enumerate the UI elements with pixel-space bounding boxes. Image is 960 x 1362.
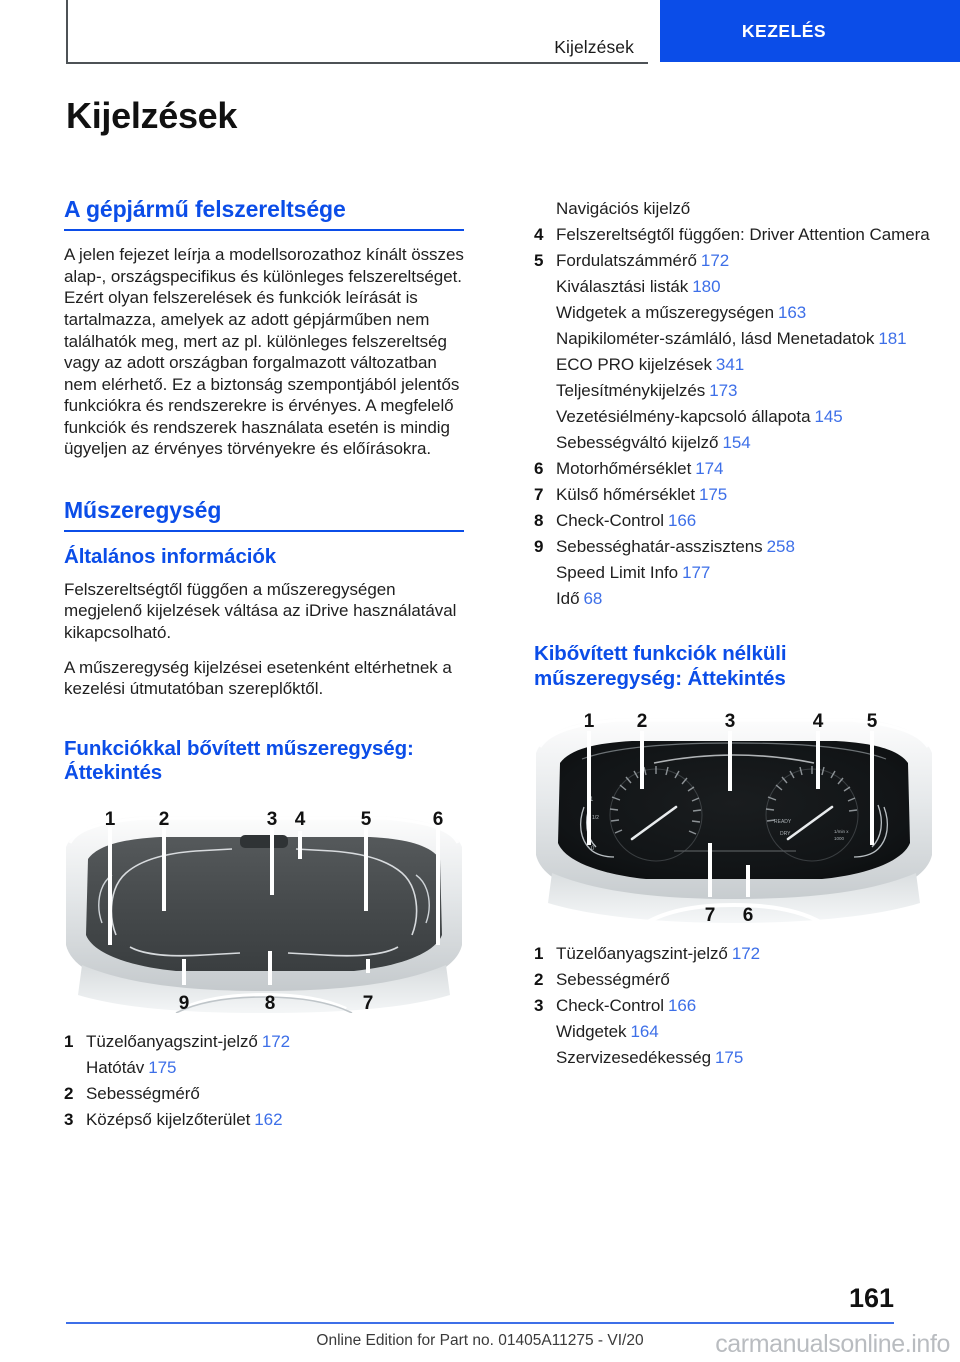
page-reference: 154 (722, 433, 751, 452)
page-header (0, 0, 960, 68)
figure-callout-4: 4 (294, 808, 306, 830)
header-section-tab (660, 0, 960, 62)
list-item (64, 1081, 464, 1107)
callout-number: 1 (64, 1031, 74, 1051)
list-item (534, 222, 934, 248)
svg-text:1/2: 1/2 (592, 815, 599, 822)
figure-callout-7: 7 (362, 992, 374, 1013)
callout-label: ECO PRO kijelzések 341 (556, 355, 745, 374)
figure-callout-9: 9 (178, 992, 190, 1013)
list-item (534, 378, 934, 404)
watermark: carmanualsonline.info (715, 1330, 950, 1358)
heading-instrument-cluster: Műszeregység (64, 497, 464, 532)
page-reference: 180 (692, 277, 721, 296)
callout-number: 7 (534, 485, 544, 504)
gauge-label-rpm: 1/min x (834, 829, 849, 835)
page-reference: 174 (695, 459, 724, 478)
heading-vehicle-equipment: A gépjármű felszereltsége (64, 196, 464, 231)
callout-label: Szervizesedékesség 175 (556, 1048, 744, 1068)
page-reference: 258 (766, 537, 795, 556)
header-section-tab-label: KEZELÉS (741, 20, 827, 41)
figure-callout-4: 4 (812, 711, 824, 733)
page-reference: 175 (699, 485, 728, 504)
figure-callout-7: 7 (704, 905, 716, 927)
figure-callout-5: 5 (360, 808, 372, 830)
callout-label: Check-Control 166 (556, 511, 697, 530)
page-number: 161 (848, 1283, 894, 1313)
figure-basic-instrument-cluster (534, 697, 934, 929)
callout-number: 6 (534, 459, 544, 478)
right-callout-list (534, 941, 934, 1071)
heading-general-info: Általános információk (64, 545, 277, 569)
callout-label: Teljesítménykijelzés 173 (556, 381, 738, 400)
spacer (534, 612, 934, 642)
header-chapter-box (66, 0, 648, 64)
callout-label: Widgetek a műszeregységen 163 (556, 303, 807, 322)
heading-extended-cluster-overview: Funkciókkal bővített műszeregység: Áttekintés (64, 736, 414, 785)
page-reference: 172 (731, 944, 761, 964)
list-item (64, 1029, 464, 1055)
right-column (534, 196, 934, 1071)
left-column (64, 196, 464, 1133)
page-reference: 175 (715, 1048, 744, 1068)
spacer (64, 713, 464, 737)
figure-callout-3: 3 (266, 808, 278, 830)
callout-label: Felszereltségtől függően: Driver Attention Camera (556, 225, 930, 244)
callout-number: 9 (534, 537, 544, 556)
spacer (64, 473, 464, 497)
figure-callout-2: 2 (636, 711, 648, 733)
footer-edition-note: Online Edition for Part no. 01405A11275 - VI/20 (316, 1332, 644, 1349)
callout-label: Hatótáv 175 (86, 1057, 177, 1077)
page-reference: 164 (630, 1022, 659, 1042)
list-item (534, 300, 934, 326)
page-reference: 166 (668, 996, 697, 1016)
svg-text:0: 0 (591, 846, 595, 853)
callout-label: Tüzelőanyagszint-jelző 172 (556, 944, 761, 964)
figure-callout-8: 8 (264, 992, 276, 1013)
list-item (534, 560, 934, 586)
list-item (534, 196, 934, 222)
list-item (64, 1107, 464, 1133)
list-item (534, 404, 934, 430)
callout-label: Középső kijelzőterület 162 (86, 1109, 283, 1129)
heading-basic-cluster-overview: Kibővített funkciók nélküli műszeregység: Áttekintés (534, 642, 787, 690)
callout-label: Check-Control 166 (556, 996, 697, 1016)
general-info-paragraph-1: Felszereltségtől függően a műszeregységen megjelenő kijelzések váltása az iDrive használatával kikapcsolható. (64, 579, 457, 642)
callout-number: 5 (534, 251, 544, 270)
callout-number: 1 (534, 944, 544, 964)
callout-label: Külső hőmérséklet 175 (556, 485, 728, 504)
spacer (64, 1013, 464, 1029)
list-item (534, 967, 934, 993)
callout-label: Vezetésiélmény-kapcsoló állapota 145 (556, 407, 843, 426)
list-item (534, 248, 934, 274)
intro-paragraph: A jelen fejezet leírja a modellsorozathoz kínált összes alap-, országspecifikus és különleges felszereltséget. Ezért olyan felszerelések és funkciók leírását is tartalmazza, amelyek az adott gépjárműben nem találhatók meg, mert az pl. különleges felszereltség vagy az adott országban forgalmazott változatban nem elérhető. Ez a biztonság szempontjából jelentős funkciókra és rendszerekre is érvényes. A megfelelő funkciók és rendszerek használata esetén is mindig ügyeljen az érvényes törvényekre és előírásokra. (64, 245, 464, 459)
left-callout-list (64, 1029, 464, 1133)
header-chapter-label: Kijelzések (554, 36, 634, 57)
svg-text:1: 1 (590, 797, 594, 804)
page-reference: 341 (715, 355, 745, 374)
callout-number: 4 (534, 225, 544, 244)
callout-label: Widgetek 164 (556, 1022, 659, 1042)
list-item (534, 456, 934, 482)
figure-callout-1: 1 (104, 808, 116, 830)
callout-number: 8 (534, 511, 544, 530)
page-title: Kijelzések (66, 95, 238, 136)
list-item (534, 326, 934, 352)
page-reference: 145 (814, 407, 843, 426)
list-item (534, 508, 934, 534)
callout-label: Idő 68 (556, 589, 603, 608)
page-reference: 175 (148, 1057, 177, 1077)
callout-label: Sebességváltó kijelző 154 (556, 433, 751, 452)
page-reference: 172 (700, 251, 730, 270)
callout-number: 3 (534, 996, 544, 1016)
list-item (534, 941, 934, 967)
page-reference: 162 (254, 1109, 283, 1129)
list-item (534, 482, 934, 508)
list-item (64, 1055, 464, 1081)
general-info-paragraph-2: A műszeregység kijelzései esetenként eltérhetnek a kezelési útmutatóban szereplőktől. (64, 657, 452, 699)
list-item (534, 430, 934, 456)
gauge-label-dry: DRY (780, 831, 791, 838)
list-item (534, 534, 934, 560)
list-item (534, 993, 934, 1019)
figure-callout-6: 6 (432, 808, 444, 830)
page-reference: 177 (682, 563, 711, 582)
right-callout-list-continued (534, 196, 934, 612)
list-item (534, 274, 934, 300)
callout-number: 2 (64, 1083, 74, 1103)
gauge-label-ready: READY (774, 819, 792, 826)
list-item (534, 352, 934, 378)
figure-callout-6: 6 (742, 905, 754, 927)
callout-label: Napikilométer-számláló, lásd Menetadatok 181 (556, 329, 907, 348)
list-item (534, 1019, 934, 1045)
gauge-label-rpm-scale: 1000 (834, 836, 845, 842)
callout-label: Motorhőmérséklet 174 (556, 459, 724, 478)
callout-label: Kiválasztási listák 180 (556, 277, 721, 296)
callout-number: 2 (534, 970, 544, 990)
callout-label: Tüzelőanyagszint-jelző 172 (86, 1031, 291, 1051)
list-item (534, 586, 934, 612)
page-reference: 166 (668, 511, 697, 530)
page-reference: 163 (777, 303, 807, 322)
page-reference: 172 (261, 1031, 291, 1051)
callout-label: Sebességmérő (86, 1083, 200, 1103)
callout-label: Speed Limit Info 177 (556, 563, 711, 582)
callout-label: Sebességhatár-asszisztens 258 (556, 537, 795, 556)
spacer (534, 929, 934, 941)
page-reference: 181 (878, 329, 907, 348)
callout-label: Fordulatszámmérő 172 (556, 251, 730, 270)
figure-callout-2: 2 (158, 808, 170, 830)
footer-divider (66, 1322, 894, 1324)
callout-label: Sebességmérő (556, 970, 670, 990)
list-item (534, 1045, 934, 1071)
callout-number: 3 (64, 1109, 74, 1129)
page-reference: 68 (583, 589, 603, 608)
figure-callout-3: 3 (724, 711, 736, 733)
figure-extended-instrument-cluster (64, 795, 464, 1013)
figure-callout-5: 5 (866, 711, 878, 733)
figure-callout-1: 1 (583, 711, 595, 733)
page-reference: 173 (709, 381, 738, 400)
callout-label: Navigációs kijelző (556, 199, 691, 218)
